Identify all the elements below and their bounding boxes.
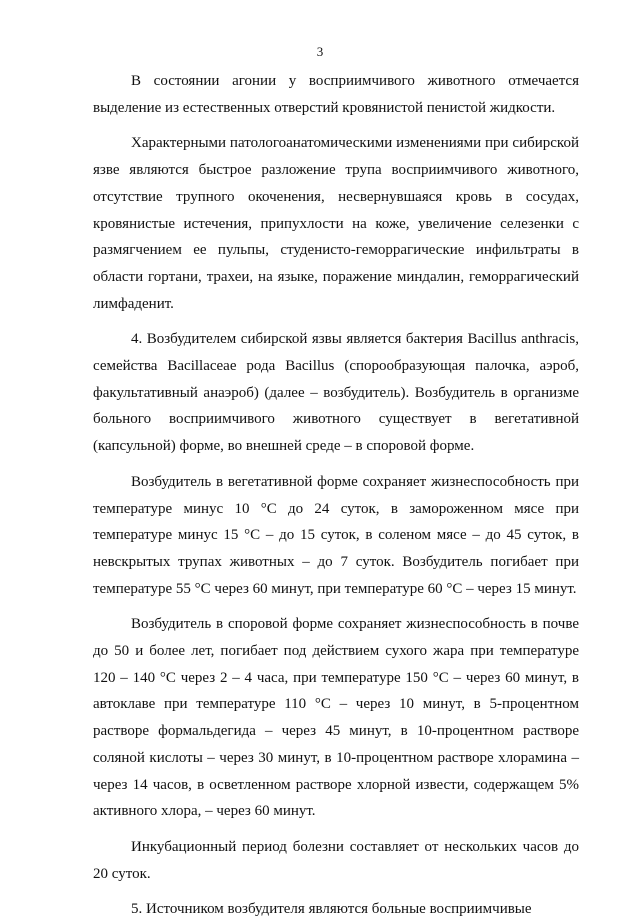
paragraph-spore-form: Возбудитель в споровой форме сохраняет жизнеспособность в почве до 50 и более лет, погибает под действием сухого жара при температуре 120 – 140 °С через 2 – 4 часа, при температуре 150 °С – через 60 минут, в автоклаве при температуре 110 °С – через 10 минут, в 5-процентном растворе формальдегида – через 45 минут, в 10-процентном растворе соляной кислоты – через 30 минут, в 10-процентном растворе хлорамина – через 14 часов, в осветленном растворе хлорной извести, содержащем 5% активного хлора, – через 60 минут. [93,616,579,820]
paragraph-incubation: Инкубационный период болезни составляет от нескольких часов до 20 суток. [93,838,579,882]
paragraph-pathogen: 4. Возбудителем сибирской язвы является бактерия Bacillus anthracis, семейства Bacillaceae рода Bacillus (спорообразующая палочка, аэроб, факультативный анаэроб) (далее – возбудитель). Возбудитель в организме больного восприимчивого животного существует в вегетативной (капсульной) форме, во внешней среде – в споровой форме. [93,331,579,455]
page-number: 3 [316,44,324,59]
paragraph-agony: В состоянии агонии у восприимчивого животного отмечается выделение из естественных отверстий кровянистой пенистой жидкости. [93,73,579,116]
paragraph-vegetative-form: Возбудитель в вегетативной форме сохраняет жизнеспособность при температуре минус 10 °С до 24 суток, в замороженном мясе при температуре минус 15 °С – до 15 суток, в соленом мясе – до 45 суток, в невскрытых трупах животных – до 7 суток. Возбудитель погибает при температуре 55 °С через 60 минут, при температуре 60 °С – через 15 минут. [93,473,579,597]
document-body [93,68,579,923]
paragraph-source: 5. Источником возбудителя являются больные восприимчивые [131,901,532,918]
paragraph-pathology: Характерными патологоанатомическими изменениями при сибирской язве являются быстрое разложение трупа восприимчивого животного, отсутствие трупного окоченения, несвернувшаяся кровь в сосудах, кровянистые истечения, припухлости на коже, увеличение селезенки с размягчением ее пульпы, студенисто-геморрагические инфильтраты в области гортани, трахеи, на языке, поражение миндалин, геморрагический лимфаденит. [93,135,579,312]
